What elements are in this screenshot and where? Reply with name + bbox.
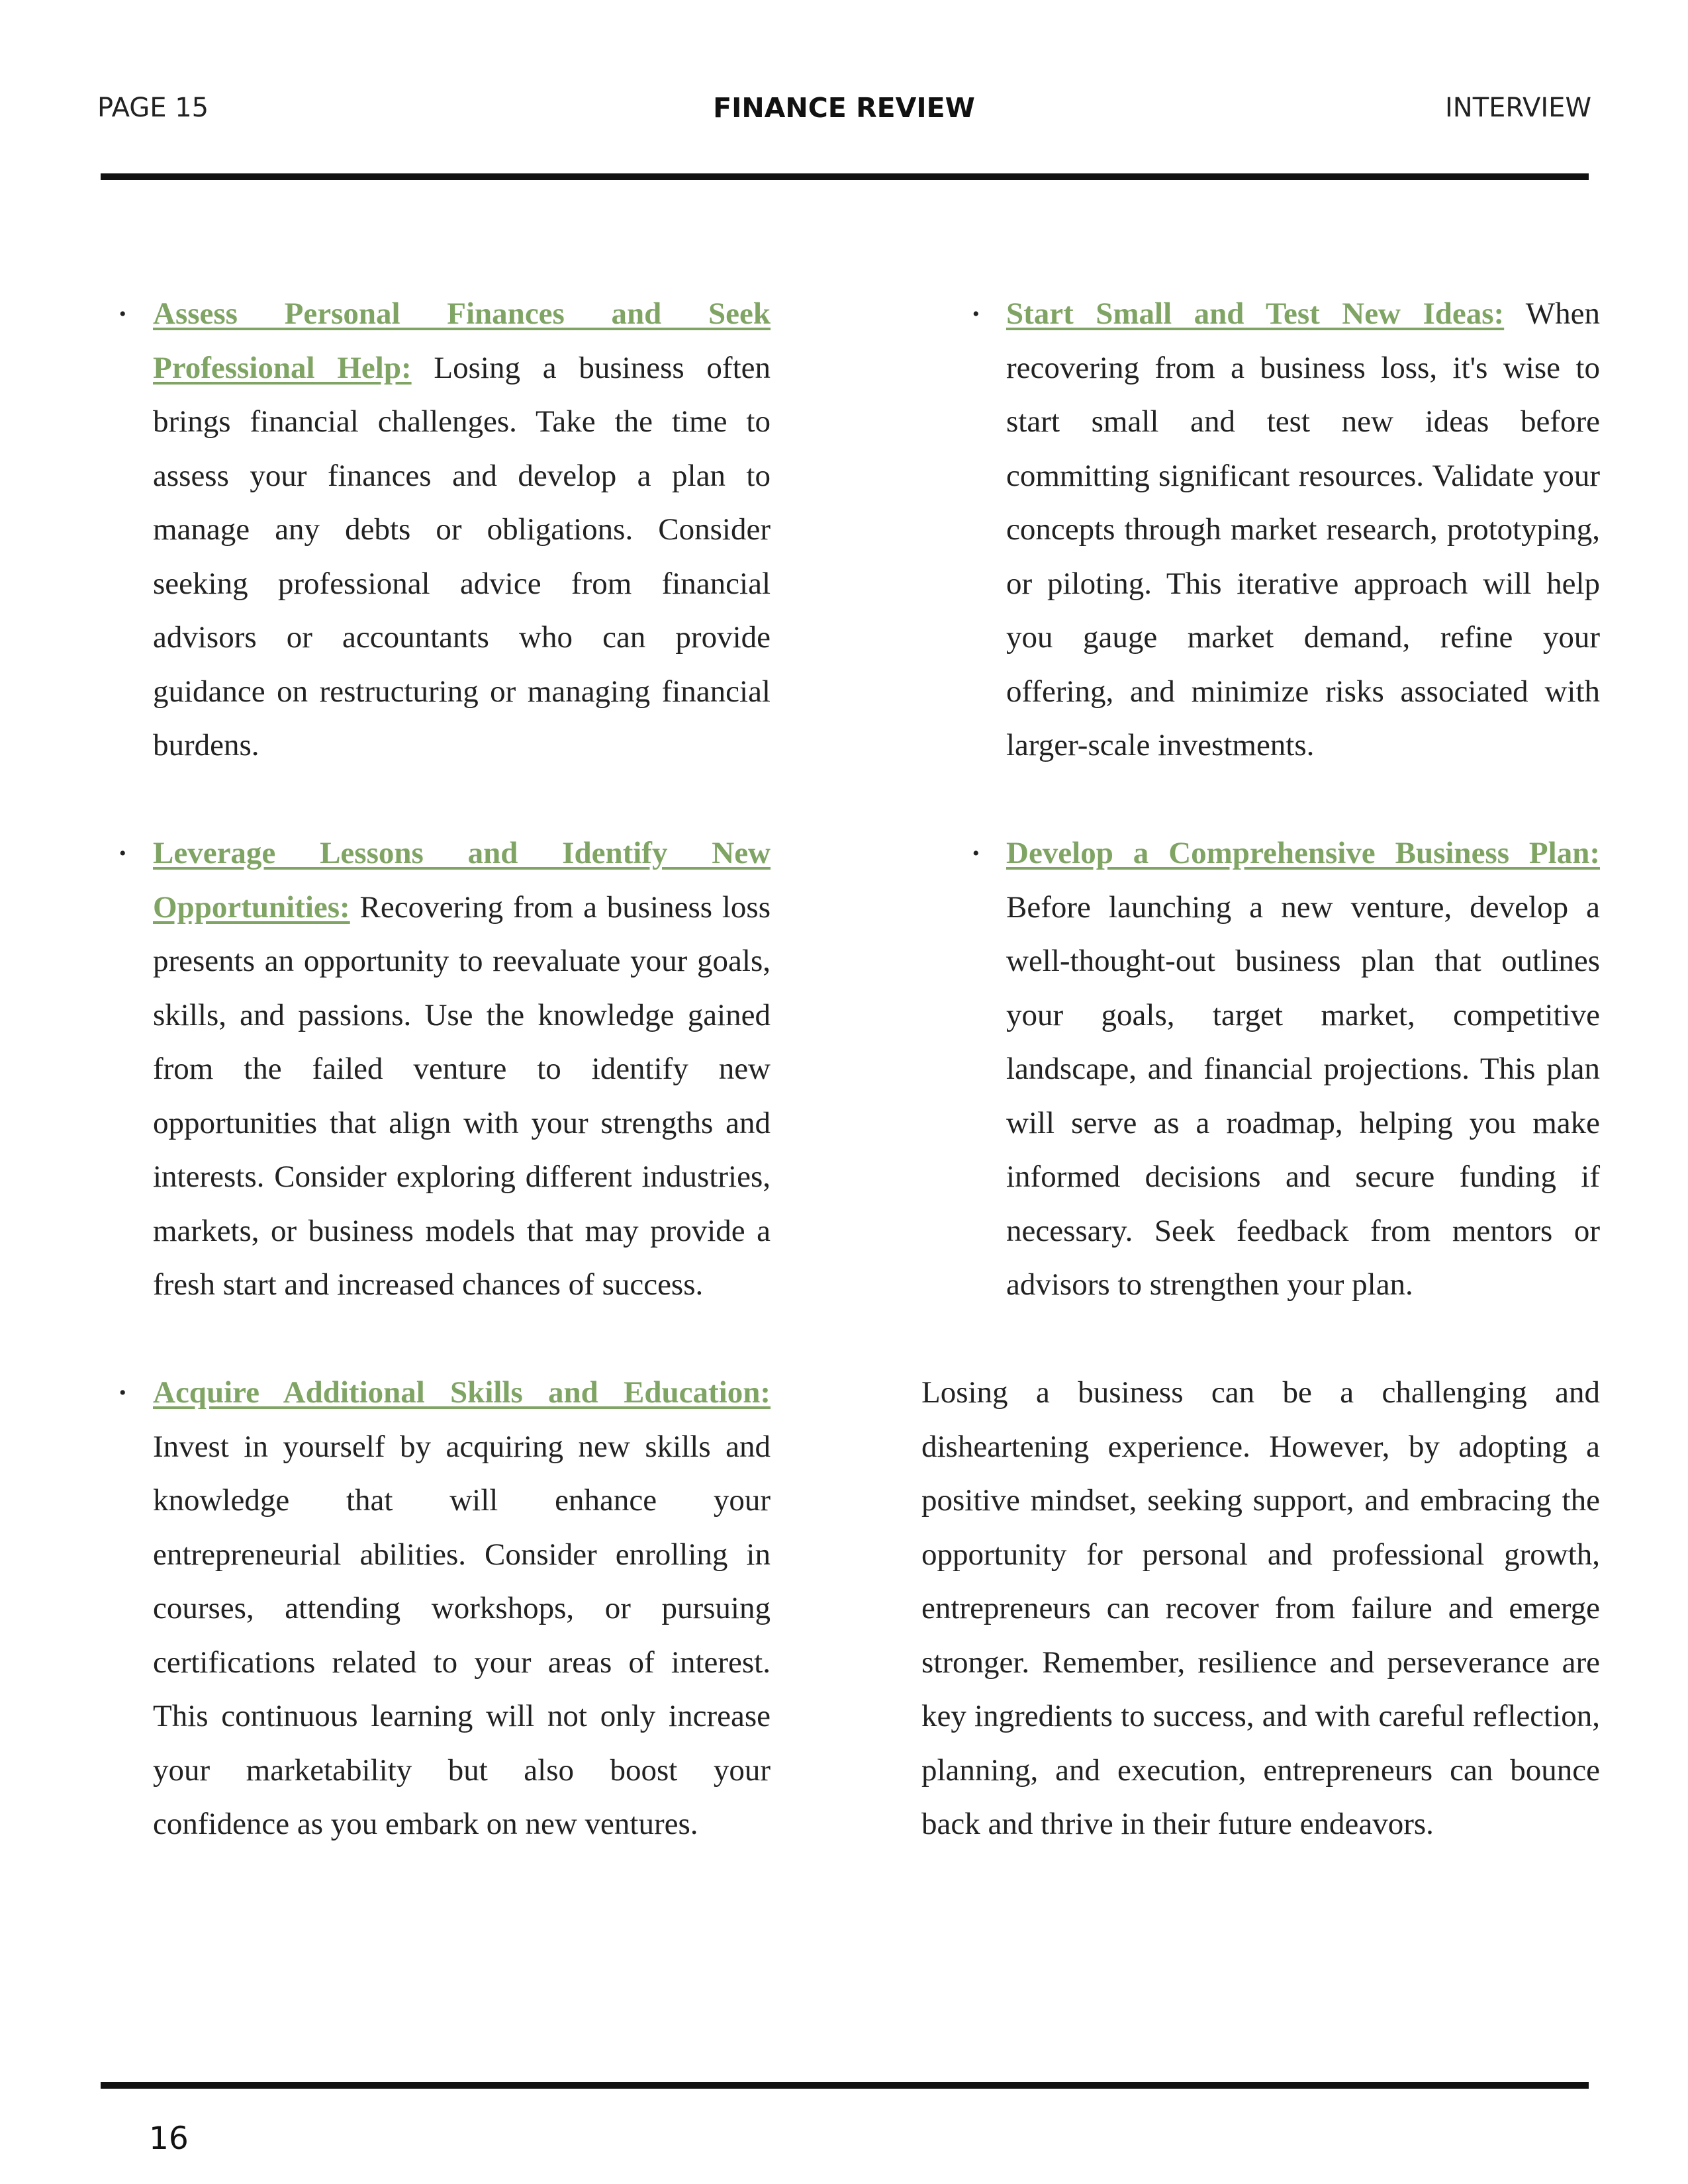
- list-item: [972, 287, 1600, 773]
- header-rule: [101, 173, 1589, 180]
- header-title: FINANCE REVIEW: [713, 92, 975, 124]
- footer-rule: [101, 2082, 1589, 2089]
- item-text: Invest in yourself by acquiring new skills and knowledge that will enhance your entrepreneurial abilities. Consider enrolling in courses, attending workshops, or pursuing certifications related to your areas of interest. This continuous learning will not only increase your marketability but also boost your confidence as you embark on new ventures.: [153, 1429, 771, 1841]
- footer-page-number: 16: [149, 2120, 189, 2157]
- item-title-link[interactable]: Acquire Additional Skills and Education:: [153, 1375, 771, 1410]
- left-list: [119, 287, 771, 1852]
- bullet-icon: •: [119, 303, 126, 325]
- item-title-link[interactable]: Develop a Comprehensive Business Plan:: [1006, 836, 1600, 870]
- right-list: [972, 287, 1600, 1312]
- header-page-label: PAGE 15: [97, 93, 209, 123]
- item-text: When recovering from a business loss, it's wise to start small and test new ideas before committing significant resources. Validate your concepts through market research, prototyping, or piloting. This iterative approach will help you gauge market demand, refine your offering, and minimize risks associated with larger-scale investments.: [1006, 296, 1601, 762]
- item-text: Losing a business often brings financial challenges. Take the time to assess your finances and develop a plan to manage any debts or obligations. Consider seeking professional advice from financial advisors or accountants who can provide guidance on restructuring or managing financial burdens.: [153, 350, 771, 762]
- list-item: [119, 1366, 771, 1852]
- bullet-icon: •: [972, 303, 980, 325]
- bullet-icon: •: [119, 842, 126, 864]
- bullet-icon: •: [972, 842, 980, 864]
- conclusion-paragraph: Losing a business can be a challenging and disheartening experience. However, by adopting a positive mindset, seeking support, and embracing the opportunity for personal and professional growth, entrepreneurs can recover from failure and emerge stronger. Remember, resilience and perseverance are key ingredients to success, and with careful reflection, planning, and execution, entrepreneurs can bounce back and thrive in their future endeavors.: [921, 1375, 1600, 1841]
- item-title-link[interactable]: Assess Personal Finances and Seek Professional Help:: [153, 296, 771, 385]
- list-item: [972, 827, 1600, 1312]
- bullet-icon: •: [119, 1382, 126, 1404]
- left-column: [119, 287, 771, 1852]
- right-column: [921, 287, 1600, 1852]
- list-item: [119, 287, 771, 773]
- item-text: Recovering from a business loss presents an opportunity to reevaluate your goals, skills, and passions. Use the knowledge gained from the failed venture to identify new opportunities that align with your strengths and interests. Consider exploring different industries, markets, or business models that may provide a fresh start and increased chances of success.: [153, 889, 771, 1302]
- header-section: INTERVIEW: [1444, 93, 1591, 123]
- item-title-link[interactable]: Leverage Lessons and Identify New Opportunities:: [153, 836, 771, 925]
- list-item: [119, 827, 771, 1312]
- item-title-link[interactable]: Start Small and Test New Ideas:: [1006, 296, 1505, 331]
- item-text: Before launching a new venture, develop a well-thought-out business plan that outlines your goals, target market, competitive landscape, and financial projections. This plan will serve as a roadmap, helping you make informed decisions and secure funding if necessary. Seek feedback from mentors or advisors to strengthen your plan.: [1006, 889, 1600, 1302]
